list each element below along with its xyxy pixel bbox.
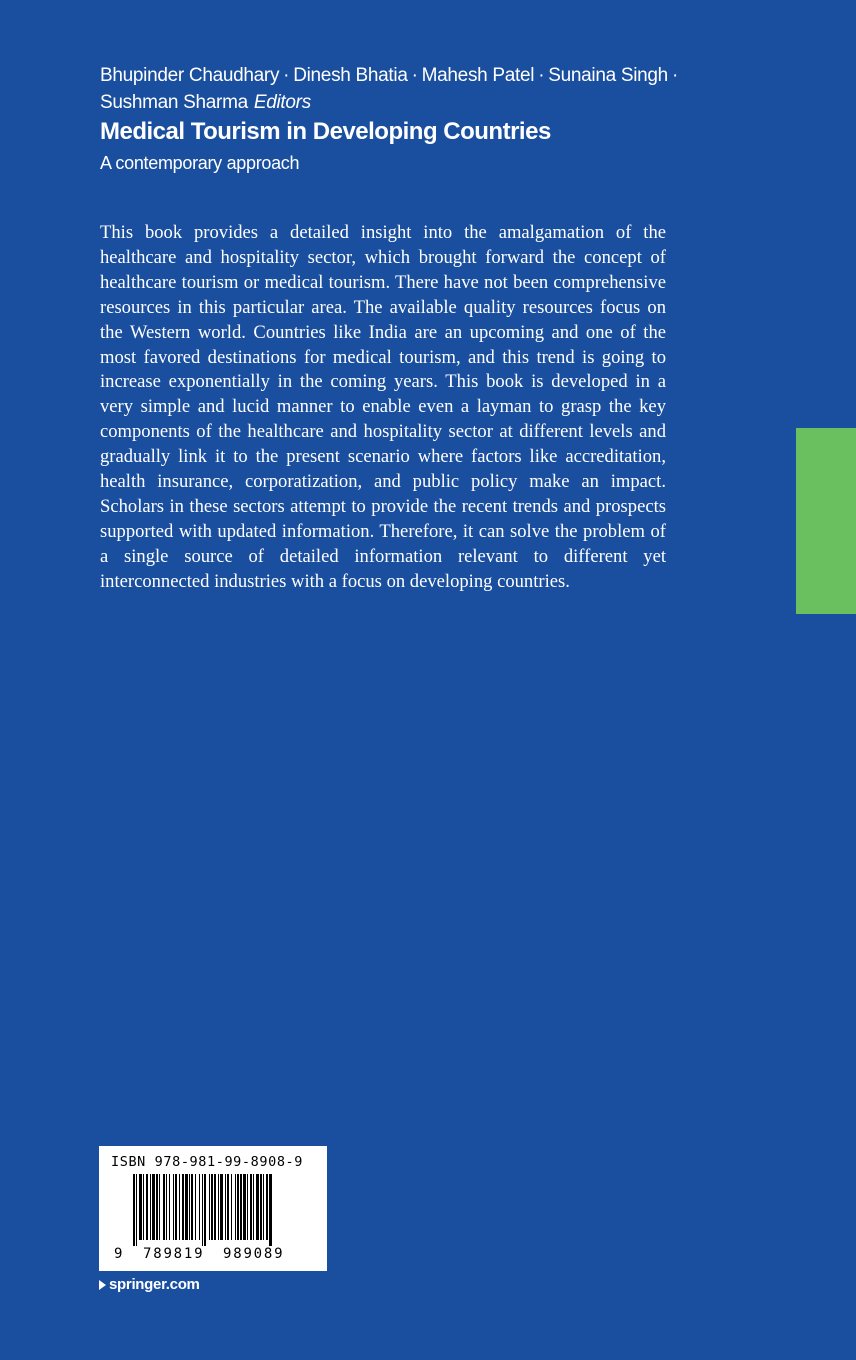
barcode-bar <box>220 1174 223 1240</box>
accent-tab <box>796 428 856 614</box>
barcode-bar <box>209 1174 210 1240</box>
barcode-bar <box>189 1174 190 1240</box>
barcode-bar <box>146 1174 148 1240</box>
barcode-bar <box>191 1174 193 1240</box>
barcode-bar <box>214 1174 216 1240</box>
barcode-bar <box>260 1174 262 1240</box>
barcode-bar <box>256 1174 259 1240</box>
barcode-bar <box>179 1174 180 1240</box>
editor-name: Bhupinder Chaudhary <box>100 65 280 86</box>
isbn-label: ISBN 978-981-99-8908-9 <box>111 1154 304 1170</box>
barcode-bar <box>195 1174 196 1240</box>
barcode-digits-right: 989089 <box>223 1246 285 1262</box>
barcode-bar <box>225 1174 226 1240</box>
barcode-bar <box>250 1174 252 1240</box>
editor-name: Sushman Sharma <box>100 92 248 113</box>
barcode-bar <box>143 1174 144 1240</box>
barcode-bar <box>240 1174 242 1240</box>
barcode-bar <box>159 1174 160 1240</box>
book-title: Medical Tourism in Developing Countries <box>100 118 551 145</box>
barcode-bar <box>243 1174 246 1240</box>
barcode-bar <box>185 1174 188 1240</box>
barcode-bar <box>163 1174 165 1240</box>
barcode-bar <box>156 1174 158 1240</box>
barcode-bar <box>253 1174 254 1240</box>
barcode-bar <box>218 1174 219 1240</box>
editor-separator: · <box>538 65 545 86</box>
barcode-bar <box>152 1174 155 1240</box>
editor-separator: · <box>411 65 418 86</box>
book-description: This book provides a detailed insight into the amalgamation of the healthcare and hospitality sector, which brought forward the concept of healthcare tourism or medical tourism. There have not been comprehensive resources in this particular area. The available quality resources focus on the Western world. Countries like India are an upcoming and one of the most favored destinations for medical tourism, and this trend is going to increase exponentially in the coming years. This book is developed in a very simple and lucid manner to enable even a layman to grasp the key components of the healthcare and hospitality sector at different levels and gradually link it to the present scenario where factors like accreditation, health insurance, corporatization, and public policy make an impact. Scholars in these sectors attempt to provide the recent trends and prospects supported with updated information. Therefore, it can solve the problem of a single source of detailed information relevant to different yet interconnected industries with a focus on developing countries. <box>100 222 666 592</box>
barcode-bar <box>263 1174 264 1240</box>
barcode-bar <box>247 1174 248 1240</box>
barcode-bar <box>269 1174 272 1246</box>
barcode-bar <box>166 1174 167 1240</box>
barcode-bar <box>266 1174 268 1240</box>
editor-separator: · <box>283 65 290 86</box>
barcode-bar <box>133 1174 135 1246</box>
barcode-bar <box>202 1174 203 1246</box>
barcode-bar <box>175 1174 177 1240</box>
barcode-digits <box>99 1246 327 1266</box>
arrow-right-icon <box>99 1280 106 1290</box>
editor-name: Dinesh Bhatia <box>293 65 408 86</box>
publisher-link[interactable] <box>99 1276 200 1293</box>
barcode-bar <box>199 1174 200 1240</box>
isbn-barcode <box>99 1146 327 1271</box>
editor-name: Sunaina Singh <box>548 65 668 86</box>
editors-role: Editors <box>253 92 311 113</box>
barcode-bar <box>235 1174 236 1240</box>
barcode-bar <box>169 1174 170 1240</box>
book-subtitle: A contemporary approach <box>100 153 300 173</box>
publisher-url: springer.com <box>109 1276 200 1293</box>
editor-name: Mahesh Patel <box>421 65 535 86</box>
barcode-bar <box>227 1174 229 1240</box>
barcode-bar <box>136 1174 137 1246</box>
barcode-bar <box>173 1174 174 1240</box>
barcode-bars <box>109 1174 317 1246</box>
editor-separator: · <box>671 65 678 86</box>
editors-line <box>100 62 720 116</box>
barcode-digits-left: 789819 <box>143 1246 205 1262</box>
barcode-bar <box>139 1174 142 1240</box>
barcode-bar <box>237 1174 239 1240</box>
barcode-bar <box>204 1174 206 1246</box>
barcode-digit-first: 9 <box>114 1246 123 1262</box>
barcode-bar <box>150 1174 151 1240</box>
barcode-bar <box>231 1174 232 1240</box>
barcode-bar <box>211 1174 213 1240</box>
barcode-bar <box>182 1174 184 1240</box>
